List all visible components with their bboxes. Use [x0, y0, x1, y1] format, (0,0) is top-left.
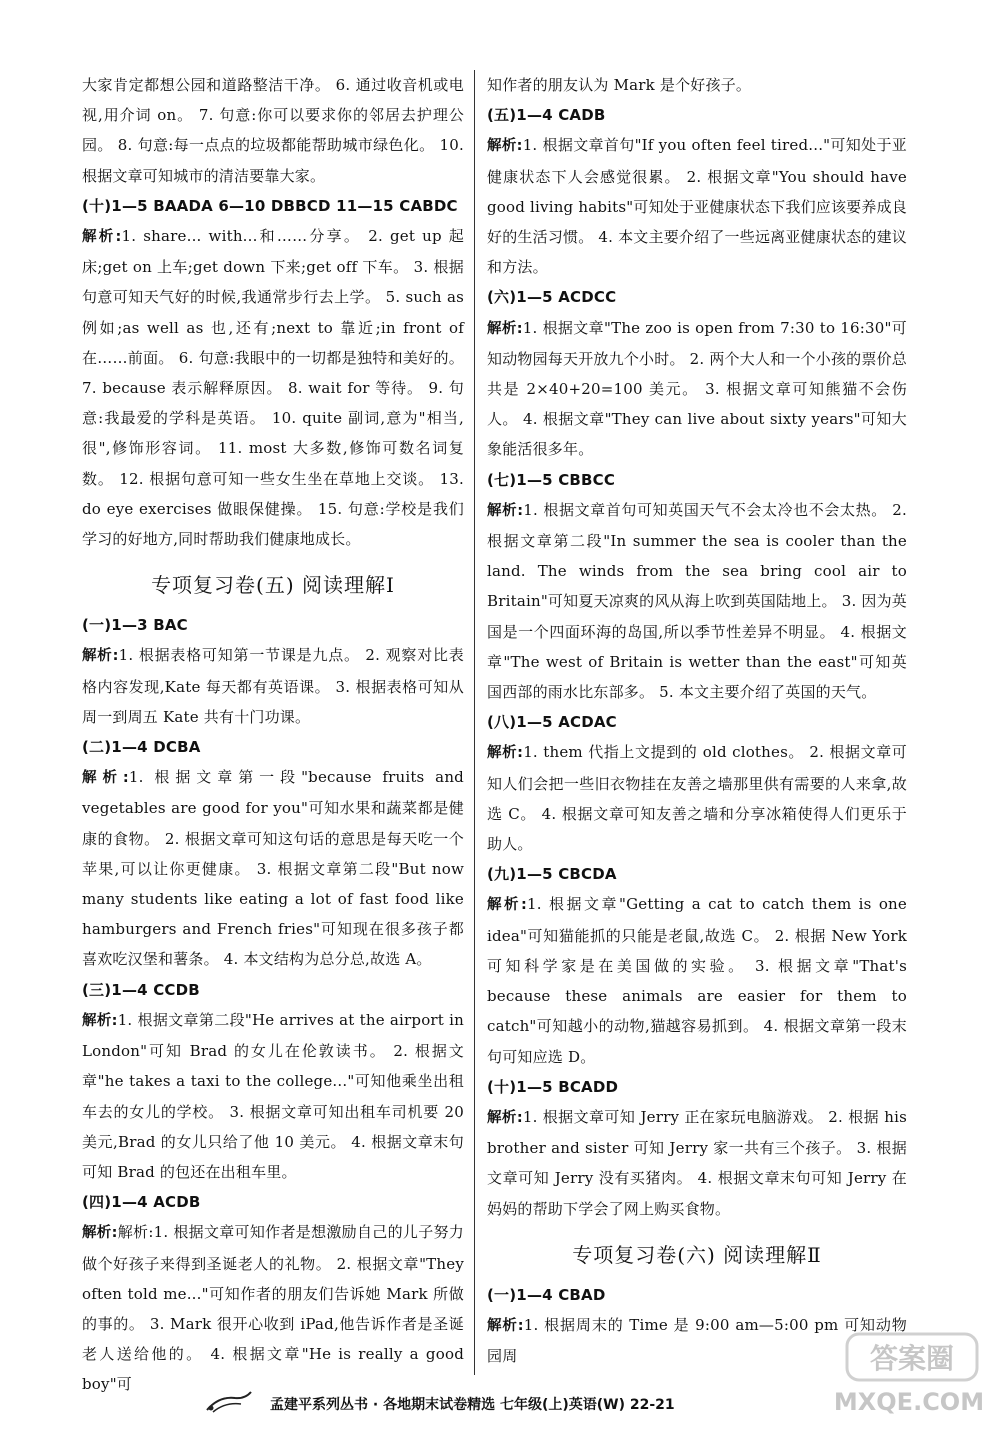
section-title-6: 专项复习卷(六) 阅读理解Ⅱ [572, 1242, 822, 1267]
answer-key-item-6: (六)1—5 ACDCC [487, 288, 617, 307]
explanation-label: 解析: [487, 1317, 524, 1334]
answer-key-item-4: (四)1—4 ACDB [82, 1193, 201, 1212]
explanation-label: 解析: [487, 502, 524, 519]
explanation-item-4 [82, 1217, 464, 1399]
explanation-label: 解析: [82, 648, 119, 665]
pen-logo-icon [205, 1388, 253, 1414]
explanation-label: 解析: [82, 1012, 118, 1029]
explanation-text: 1. 根据文章首句可知英国天气不会太冷也不会太热。 2. 根据文章第二段"In summer the sea is cooler than the land. The winds from the sea bring cool air to Britain"可知夏天凉爽的风从海上吹到英国陆地上。 3. 因为英国是一个四面环海的岛国,所以季节性差异不明显。 4. 根据文章"The west of Britain is wetter than the east"可知英国西部的雨水比东部多。 5. 本文主要介绍了英国的天气。 [487, 500, 907, 702]
explanation-text: 1. 根据文章第一段"because fruits and vegetables are good for you"可知水果和蔬菜都是健康的食物。 2. 根据文章可知这句话的意思是每天吃一个苹果,可以让你更健康。 3. 根据文章第二段"But now many students like eating a lot of fast food like hamburgers and French fries"可知现在很多孩子都喜欢吃汉堡和薯条。 4. 本文结构为总分总,故选 A。 [82, 768, 464, 969]
explanation-item-2 [82, 762, 464, 974]
answer-key-item-9: (九)1—5 CBCDA [487, 865, 617, 884]
answer-key-item-3: (三)1—4 CCDB [82, 980, 200, 999]
left-column [82, 70, 464, 1400]
answer-key-item-2: (二)1—4 DCBA [82, 738, 201, 757]
explanation-item-10 [487, 1102, 907, 1224]
explanation-item-3 [82, 1005, 464, 1187]
explanation-s10 [82, 221, 464, 554]
explanation-item-5 [487, 130, 907, 282]
explanation-item-9 [487, 889, 907, 1071]
answer-key-item-5: (五)1—4 CADB [487, 106, 606, 125]
column-divider [474, 70, 475, 1375]
answer-key-s6-item-1: (一)1—4 CBAD [487, 1285, 606, 1304]
explanation-label: 解析: [82, 1225, 118, 1242]
explanation-item-1 [82, 640, 464, 732]
watermark-url: MXQE.COM [833, 1388, 985, 1416]
explanation-text: 1. 根据文章可知 Jerry 正在家玩电脑游戏。 2. 根据 his brother and sister 可知 Jerry 家一共有三个孩子。 3. 根据文章可知 Jerry 没有买猪肉。 4. 根据文章末句可知 Jerry 在妈妈的帮助下学会了网上购买食物。 [487, 1107, 907, 1218]
explanation-label: 解析: [487, 1109, 523, 1126]
right-continuation: 知作者的朋友认为 Mark 是个好孩子。 [487, 76, 752, 94]
answer-key-item-8: (八)1—5 ACDAC [487, 713, 617, 732]
explanation-label: 解析: [82, 770, 129, 787]
explanation-label: 解析: [487, 745, 524, 762]
explanation-item-6 [487, 313, 907, 465]
explanation-text: 1. 根据周末的 Time 是 9:00 am—5:00 pm 可知动物园周 [487, 1315, 907, 1366]
explanation-text: 1. share... with...和……分享。 2. get up 起床;get on 上车;get down 下来;get off 下车。 3. 根据句意可知天气好的时候,我通常步行去上学。 5. such as 例如;as well as 也,还有;next to 靠近;in front of 在……前面。 6. 句意:我眼中的一切都是独特和美好的。 7. because 表示解释原因。 8. wait for 等待。 9. 句意:我最爱的学科是英语。 10. quite 副词,意为"相当,很",修饰形容词。 11. most 大多数,修饰可数名词复数。 12. 根据句意可知一些女生坐在草地上交谈。 13. do eye exercises 做眼保健操。 15. 句意:学校是我们学习的好地方,同时帮助我们健康地成长。 [82, 227, 464, 549]
answer-key-item-1: (一)1—3 BAC [82, 616, 188, 635]
watermark-logo-text: 答案圈 [869, 1342, 955, 1375]
explanation-label: 解析: [487, 320, 523, 337]
right-column [487, 70, 907, 1371]
explanation-text: 解析:1. 根据文章可知作者是想激励自己的儿子努力做个好孩子来得到圣诞老人的礼物。 2. 根据文章"They often told me..."可知作者的朋友们告诉她 Mark 所做的事的。 3. Mark 很开心收到 iPad,他告诉作者是圣诞老人送给他的。 4. 根据文章"He is really a good boy"可 [82, 1223, 464, 1394]
explanation-text: 1. 根据文章第二段"He arrives at the airport in London"可知 Brad 的女儿在伦敦读书。 2. 根据文章"he takes a taxi to the college..."可知他乘坐出租车去的女儿的学校。 3. 根据文章可知出租车司机要 20 美元,Brad 的女儿只给了他 10 美元。 4. 根据文章末句可知 Brad 的包还在出租车里。 [82, 1010, 464, 1181]
answer-key-item-10: (十)1—5 BCADD [487, 1077, 619, 1096]
explanation-label: 解析: [82, 229, 122, 246]
explanation-text: 1. 根据文章首句"If you often feel tired..."可知处于亚健康状态下人会感觉很累。 2. 根据文章"You should have good living habits"可知处于亚健康状态下我们应该要养成良好的生活习惯。 4. 本文主要介绍了一些远离亚健康状态的建议和方法。 [487, 136, 907, 277]
watermark-logo-icon [827, 1328, 992, 1423]
explanation-text: 1. 根据文章"The zoo is open from 7:30 to 16:30"可知动物园每天开放九个小时。 2. 两个大人和一个小孩的票价总共是 2×40+20=100 美元。 3. 根据文章可知熊猫不会伤人。 4. 根据文章"They can live about sixty years"可知大象能活很多年。 [487, 318, 907, 459]
explanation-label: 解析: [487, 897, 527, 914]
answer-key-item-7: (七)1—5 CBBCC [487, 470, 616, 489]
explanation-text: 1. 根据表格可知第一节课是九点。 2. 观察对比表格内容发现,Kate 每天都有英语课。 3. 根据表格可知从周一到周五 Kate 共有十门功课。 [82, 646, 464, 726]
explanation-label: 解析: [487, 138, 523, 155]
explanation-text: 1. 根据文章"Getting a cat to catch them is one idea"可知猫能抓的只能是老鼠,故选 C。 2. 根据 New York 可知科学家是在美国做的实验。 3. 根据文章"That's because these animals are easier for them to catch"可知越小的动物,猫越容易抓到。 4. 根据文章第一段末句可知应选 D。 [487, 895, 907, 1066]
explanation-item-8 [487, 737, 907, 859]
section-title-5: 专项复习卷(五) 阅读理解Ⅰ [151, 573, 395, 598]
explanation-text: 1. them 代指上文提到的 old clothes。 2. 根据文章可知人们会把一些旧衣物挂在友善之墙那里供有需要的人来拿,故选 C。 4. 根据文章可知友善之墙和分享冰箱使得人们更乐于助人。 [487, 743, 907, 854]
explanation-item-7 [487, 495, 907, 707]
answer-key-s10: (十)1—5 BAADA 6—10 DBBCD 11—15 CABDC [82, 196, 458, 215]
page-footer: 孟建平系列丛书 · 各地期末试卷精选 七年级(上)英语(W) 22-21 [270, 1397, 675, 1413]
left-continuation: 大家肯定都想公园和道路整洁干净。 6. 通过收音机或电视,用介词 on。 7. 句意:你可以要求你的邻居去护理公园。 8. 句意:每一点点的垃圾都能帮助城市绿色化。 10. 根据文章可知城市的清洁要靠大家。 [82, 76, 464, 185]
